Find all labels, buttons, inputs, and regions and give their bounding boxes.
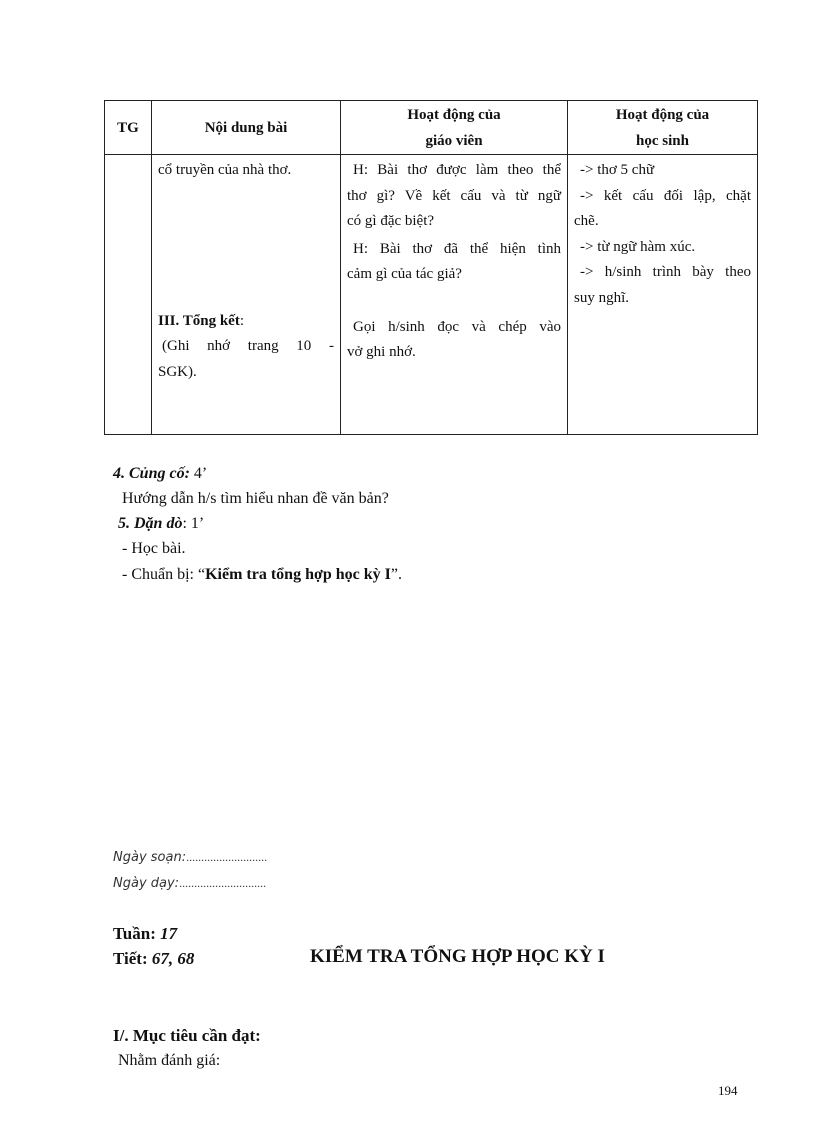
teacher-activity: Gọi h/sinh đọc và chép vào (353, 318, 561, 335)
student-answer: chẽ. (574, 213, 599, 229)
table-row (105, 155, 758, 435)
teacher-question: thơ gì? Về kết cấu và từ ngữ (347, 187, 561, 204)
note-line: SGK). (158, 363, 197, 380)
period-line: Tiết: 67, 68 (113, 949, 195, 968)
lesson-title: KIỂM TRA TỔNG HỢP HỌC KỲ I (310, 946, 605, 967)
objectives-text: Nhằm đánh giá: (118, 1052, 221, 1069)
consolidation-text: Hướng dẫn h/s tìm hiểu nhan đề văn bản? (122, 490, 389, 507)
teacher-question: có gì đặc biệt? (347, 213, 435, 229)
objectives-heading: I/. Mục tiêu cần đạt: (113, 1026, 261, 1045)
student-answer: -> h/sinh trình bày theo (580, 264, 751, 280)
content-line: cổ truyền của nhà thơ. (158, 162, 292, 178)
header-content: Nội dung bài (152, 101, 341, 155)
student-answer: -> từ ngữ hàm xúc. (580, 238, 696, 255)
homework-item: - Học bài. (122, 540, 186, 557)
content-cell (152, 155, 341, 435)
teacher-cell (341, 155, 568, 435)
week-line: Tuần: 17 (113, 924, 178, 943)
tg-cell (105, 155, 152, 435)
note-line: (Ghi nhớ trang 10 - (162, 338, 334, 354)
homework-item: - Chuẩn bị: “Kiểm tra tổng hợp học kỳ I”. (122, 566, 402, 583)
header-student: Hoạt động của học sinh (568, 101, 758, 155)
teacher-question: H: Bài thơ đã thể hiện tình (353, 240, 561, 257)
table-header-row (105, 101, 758, 155)
student-answer: -> thơ 5 chữ (580, 162, 655, 178)
consolidation-heading: 4. Củng cố: 4’ (113, 465, 208, 482)
student-answer: -> kết cấu đối lập, chặt (580, 187, 751, 204)
summary-heading: III. Tổng kết: (158, 312, 245, 329)
header-teacher: Hoạt động của giáo viên (341, 101, 568, 155)
prep-date: Ngày soạn:........................... (113, 850, 268, 865)
teacher-question: cảm gì của tác giả? (347, 266, 462, 282)
student-answer: suy nghĩ. (574, 289, 630, 306)
teacher-activity: vở ghi nhớ. (347, 344, 416, 360)
teacher-question: H: Bài thơ được làm theo thể (353, 162, 561, 178)
header-tg: TG (105, 101, 152, 155)
teach-date: Ngày dạy:............................. (113, 876, 267, 891)
homework-heading: 5. Dặn dò: 1’ (118, 515, 205, 532)
lesson-table (104, 100, 758, 435)
page-number: 194 (718, 1083, 738, 1098)
student-cell (568, 155, 758, 435)
